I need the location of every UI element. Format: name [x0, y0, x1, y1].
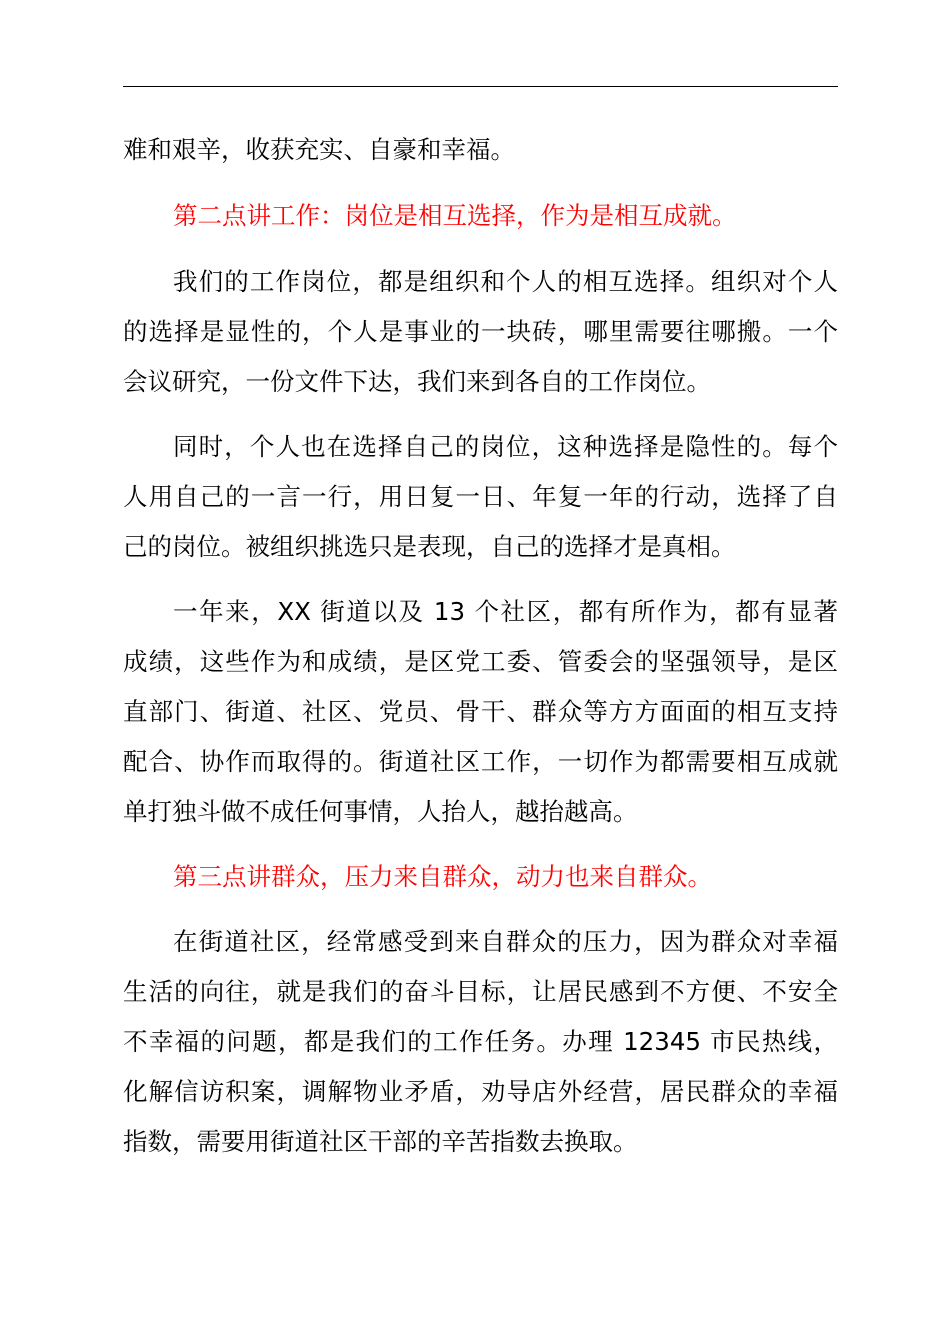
- paragraph-line: 指数，需要用街道社区干部的辛苦指数去换取。: [123, 1127, 638, 1156]
- paragraph-line: 会议研究，一份文件下达，我们来到各自的工作岗位。: [123, 367, 711, 396]
- paragraph-line: 同时，个人也在选择自己的岗位，这种选择是隐性的。每个: [173, 432, 838, 461]
- paragraph-line: 配合、协作而取得的。街道社区工作，一切作为都需要相互成就: [123, 747, 838, 776]
- paragraph-line: 在街道社区，经常感受到来自群众的压力，因为群众对幸福: [173, 927, 838, 956]
- paragraph-line: 人用自己的一言一行，用日复一日、年复一年的行动，选择了自: [123, 482, 838, 511]
- paragraph-line: 直部门、街道、社区、党员、骨干、群众等方方面面的相互支持: [123, 697, 838, 726]
- section-heading-2: 第二点讲工作：岗位是相互选择，作为是相互成就。: [173, 201, 737, 230]
- paragraph-line: 不幸福的问题，都是我们的工作任务。办理 12345 市民热线，: [123, 1027, 838, 1056]
- paragraph-line: 一年来，XX 街道以及 13 个社区，都有所作为，都有显著: [173, 597, 838, 626]
- paragraph-line: 难和艰辛，收获充实、自豪和幸福。: [123, 135, 515, 164]
- paragraph-line: 的选择是显性的，个人是事业的一块砖，哪里需要往哪搬。一个: [123, 317, 838, 346]
- paragraph-line: 我们的工作岗位，都是组织和个人的相互选择。组织对个人: [173, 267, 838, 296]
- paragraph-line: 己的岗位。被组织挑选只是表现，自己的选择才是真相。: [123, 532, 736, 561]
- paragraph-line: 成绩，这些作为和成绩，是区党工委、管委会的坚强领导，是区: [123, 647, 838, 676]
- paragraph-line: 化解信访积案，调解物业矛盾，劝导店外经营，居民群众的幸福: [123, 1077, 838, 1106]
- section-heading-3: 第三点讲群众，压力来自群众，动力也来自群众。: [173, 862, 712, 891]
- header-rule: [123, 86, 838, 87]
- paragraph-line: 单打独斗做不成任何事情，人抬人，越抬越高。: [123, 797, 638, 826]
- paragraph-line: 生活的向往，就是我们的奋斗目标，让居民感到不方便、不安全: [123, 977, 838, 1006]
